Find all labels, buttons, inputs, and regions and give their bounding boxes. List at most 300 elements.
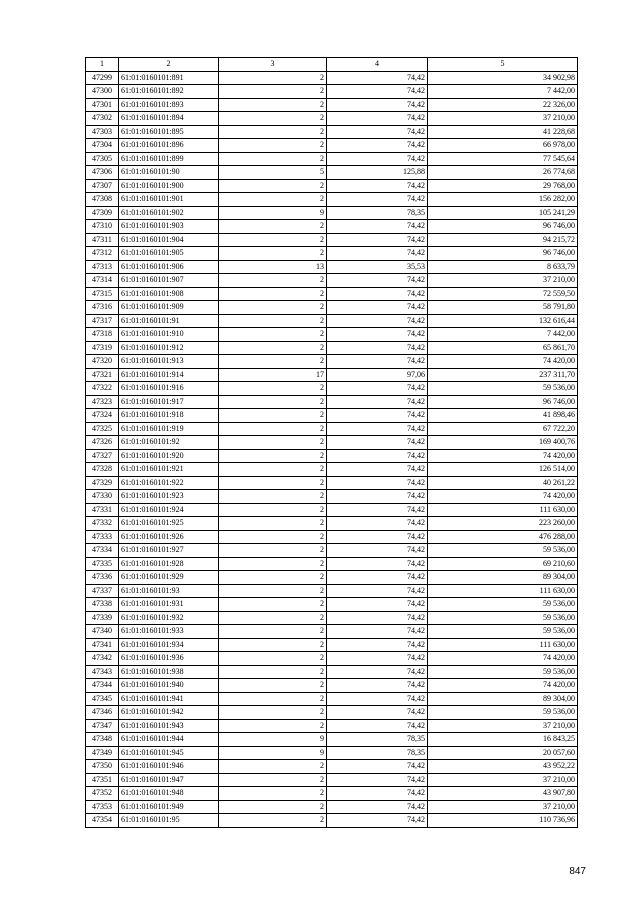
column-4-value: 74,42	[327, 220, 428, 234]
column-3-value: 2	[219, 71, 327, 85]
cadastral-number: 61:01:0160101:910	[119, 328, 219, 342]
column-5-value: 74 420,00	[428, 355, 578, 369]
header-cell-2: 2	[119, 58, 219, 72]
column-4-value: 74,42	[327, 328, 428, 342]
table-row	[86, 247, 578, 261]
row-number: 47345	[86, 692, 119, 706]
table-row	[86, 125, 578, 139]
column-5-value: 37 210,00	[428, 800, 578, 814]
column-4-value: 74,42	[327, 112, 428, 126]
row-number: 47313	[86, 260, 119, 274]
column-5-value: 65 861,70	[428, 341, 578, 355]
column-3-value: 2	[219, 193, 327, 207]
column-4-value: 74,42	[327, 625, 428, 639]
column-5-value: 237 311,70	[428, 368, 578, 382]
cadastral-number: 61:01:0160101:899	[119, 152, 219, 166]
cadastral-number: 61:01:0160101:936	[119, 652, 219, 666]
page-number: 847	[569, 866, 586, 877]
column-5-value: 37 210,00	[428, 719, 578, 733]
column-4-value: 74,42	[327, 773, 428, 787]
column-3-value: 2	[219, 220, 327, 234]
cadastral-number: 61:01:0160101:93	[119, 584, 219, 598]
cadastral-number: 61:01:0160101:920	[119, 449, 219, 463]
cadastral-number: 61:01:0160101:909	[119, 301, 219, 315]
table-row	[86, 368, 578, 382]
column-3-value: 2	[219, 328, 327, 342]
column-3-value: 2	[219, 98, 327, 112]
column-4-value: 74,42	[327, 179, 428, 193]
row-number: 47304	[86, 139, 119, 153]
column-3-value: 2	[219, 571, 327, 585]
column-5-value: 96 746,00	[428, 220, 578, 234]
cadastral-number: 61:01:0160101:907	[119, 274, 219, 288]
column-4-value: 97,06	[327, 368, 428, 382]
table-row	[86, 220, 578, 234]
table-row	[86, 814, 578, 828]
column-5-value: 41 228,68	[428, 125, 578, 139]
column-3-value: 2	[219, 787, 327, 801]
table-row	[86, 274, 578, 288]
column-5-value: 105 241,29	[428, 206, 578, 220]
cadastral-number: 61:01:0160101:940	[119, 679, 219, 693]
row-number: 47331	[86, 503, 119, 517]
column-5-value: 26 774,68	[428, 166, 578, 180]
column-4-value: 74,42	[327, 692, 428, 706]
row-number: 47330	[86, 490, 119, 504]
table-row	[86, 436, 578, 450]
column-4-value: 74,42	[327, 436, 428, 450]
cadastral-number: 61:01:0160101:918	[119, 409, 219, 423]
column-3-value: 2	[219, 301, 327, 315]
row-number: 47314	[86, 274, 119, 288]
cadastral-number: 61:01:0160101:90	[119, 166, 219, 180]
column-3-value: 2	[219, 139, 327, 153]
column-5-value: 111 630,00	[428, 584, 578, 598]
table-row	[86, 98, 578, 112]
row-number: 47329	[86, 476, 119, 490]
column-5-value: 66 978,00	[428, 139, 578, 153]
row-number: 47309	[86, 206, 119, 220]
column-3-value: 13	[219, 260, 327, 274]
row-number: 47323	[86, 395, 119, 409]
row-number: 47327	[86, 449, 119, 463]
column-4-value: 74,42	[327, 247, 428, 261]
column-3-value: 2	[219, 692, 327, 706]
cadastral-number: 61:01:0160101:895	[119, 125, 219, 139]
column-3-value: 2	[219, 341, 327, 355]
cadastral-number: 61:01:0160101:925	[119, 517, 219, 531]
column-3-value: 2	[219, 436, 327, 450]
cadastral-number: 61:01:0160101:914	[119, 368, 219, 382]
cadastral-number: 61:01:0160101:91	[119, 314, 219, 328]
row-number: 47307	[86, 179, 119, 193]
column-3-value: 5	[219, 166, 327, 180]
cadastral-number: 61:01:0160101:903	[119, 220, 219, 234]
column-3-value: 2	[219, 584, 327, 598]
row-number: 47308	[86, 193, 119, 207]
row-number: 47337	[86, 584, 119, 598]
cadastral-number: 61:01:0160101:941	[119, 692, 219, 706]
column-5-value: 7 442,00	[428, 85, 578, 99]
column-5-value: 43 952,22	[428, 760, 578, 774]
table-row	[86, 490, 578, 504]
column-4-value: 74,42	[327, 571, 428, 585]
table-header	[86, 58, 578, 72]
row-number: 47305	[86, 152, 119, 166]
table-row	[86, 206, 578, 220]
table-row	[86, 422, 578, 436]
cadastral-number: 61:01:0160101:928	[119, 557, 219, 571]
column-3-value: 2	[219, 179, 327, 193]
table-row	[86, 260, 578, 274]
table-row	[86, 787, 578, 801]
column-3-value: 9	[219, 746, 327, 760]
column-3-value: 2	[219, 814, 327, 828]
row-number: 47300	[86, 85, 119, 99]
row-number: 47310	[86, 220, 119, 234]
cadastral-number: 61:01:0160101:896	[119, 139, 219, 153]
column-4-value: 78,35	[327, 733, 428, 747]
table-row	[86, 314, 578, 328]
column-5-value: 96 746,00	[428, 247, 578, 261]
column-4-value: 74,42	[327, 152, 428, 166]
column-5-value: 223 260,00	[428, 517, 578, 531]
column-4-value: 74,42	[327, 395, 428, 409]
column-4-value: 74,42	[327, 517, 428, 531]
column-5-value: 16 843,25	[428, 733, 578, 747]
column-5-value: 7 442,00	[428, 328, 578, 342]
row-number: 47332	[86, 517, 119, 531]
table-row	[86, 557, 578, 571]
column-5-value: 59 536,00	[428, 625, 578, 639]
cadastral-number: 61:01:0160101:946	[119, 760, 219, 774]
column-3-value: 2	[219, 490, 327, 504]
cadastral-number: 61:01:0160101:942	[119, 706, 219, 720]
column-3-value: 2	[219, 355, 327, 369]
column-3-value: 2	[219, 638, 327, 652]
cadastral-number: 61:01:0160101:892	[119, 85, 219, 99]
column-3-value: 2	[219, 395, 327, 409]
row-number: 47336	[86, 571, 119, 585]
table-row	[86, 800, 578, 814]
column-3-value: 2	[219, 679, 327, 693]
column-5-value: 40 261,22	[428, 476, 578, 490]
column-3-value: 2	[219, 773, 327, 787]
column-4-value: 74,42	[327, 422, 428, 436]
column-4-value: 74,42	[327, 706, 428, 720]
row-number: 47346	[86, 706, 119, 720]
row-number: 47342	[86, 652, 119, 666]
table-row	[86, 611, 578, 625]
column-5-value: 74 420,00	[428, 490, 578, 504]
table-row	[86, 746, 578, 760]
table-row	[86, 530, 578, 544]
column-3-value: 2	[219, 382, 327, 396]
column-5-value: 59 536,00	[428, 598, 578, 612]
table-row	[86, 760, 578, 774]
row-number: 47322	[86, 382, 119, 396]
cadastral-number: 61:01:0160101:945	[119, 746, 219, 760]
column-5-value: 37 210,00	[428, 773, 578, 787]
column-4-value: 74,42	[327, 233, 428, 247]
table-row	[86, 503, 578, 517]
column-3-value: 2	[219, 503, 327, 517]
row-number: 47334	[86, 544, 119, 558]
column-4-value: 74,42	[327, 139, 428, 153]
cadastral-number: 61:01:0160101:947	[119, 773, 219, 787]
column-4-value: 74,42	[327, 800, 428, 814]
table-row	[86, 179, 578, 193]
column-3-value: 9	[219, 733, 327, 747]
column-5-value: 72 559,50	[428, 287, 578, 301]
row-number: 47350	[86, 760, 119, 774]
cadastral-number: 61:01:0160101:943	[119, 719, 219, 733]
column-3-value: 2	[219, 625, 327, 639]
table-row	[86, 584, 578, 598]
column-3-value: 2	[219, 152, 327, 166]
cadastral-number: 61:01:0160101:913	[119, 355, 219, 369]
column-3-value: 2	[219, 800, 327, 814]
column-5-value: 59 536,00	[428, 706, 578, 720]
column-5-value: 20 057,60	[428, 746, 578, 760]
row-number: 47352	[86, 787, 119, 801]
cadastral-number: 61:01:0160101:893	[119, 98, 219, 112]
header-cell-5: 5	[428, 58, 578, 72]
column-4-value: 74,42	[327, 719, 428, 733]
row-number: 47351	[86, 773, 119, 787]
column-4-value: 74,42	[327, 544, 428, 558]
row-number: 47324	[86, 409, 119, 423]
column-3-value: 2	[219, 463, 327, 477]
table-row	[86, 341, 578, 355]
column-4-value: 74,42	[327, 382, 428, 396]
column-5-value: 132 616,44	[428, 314, 578, 328]
table-row	[86, 733, 578, 747]
cadastral-number: 61:01:0160101:905	[119, 247, 219, 261]
column-5-value: 126 514,00	[428, 463, 578, 477]
table-row	[86, 328, 578, 342]
column-4-value: 74,42	[327, 85, 428, 99]
column-5-value: 74 420,00	[428, 679, 578, 693]
cadastral-number: 61:01:0160101:932	[119, 611, 219, 625]
column-3-value: 2	[219, 517, 327, 531]
cadastral-number: 61:01:0160101:95	[119, 814, 219, 828]
column-3-value: 2	[219, 652, 327, 666]
row-number: 47312	[86, 247, 119, 261]
cadastral-number: 61:01:0160101:949	[119, 800, 219, 814]
column-3-value: 2	[219, 112, 327, 126]
table-row	[86, 152, 578, 166]
row-number: 47335	[86, 557, 119, 571]
cadastral-number: 61:01:0160101:906	[119, 260, 219, 274]
table-row	[86, 287, 578, 301]
table-row	[86, 665, 578, 679]
column-4-value: 74,42	[327, 463, 428, 477]
header-cell-4: 4	[327, 58, 428, 72]
cadastral-number: 61:01:0160101:891	[119, 71, 219, 85]
cadastral-number: 61:01:0160101:927	[119, 544, 219, 558]
column-4-value: 74,42	[327, 503, 428, 517]
column-3-value: 2	[219, 85, 327, 99]
cadastral-number: 61:01:0160101:912	[119, 341, 219, 355]
table-row	[86, 719, 578, 733]
column-5-value: 94 215,72	[428, 233, 578, 247]
column-4-value: 74,42	[327, 598, 428, 612]
column-3-value: 2	[219, 233, 327, 247]
column-4-value: 74,42	[327, 314, 428, 328]
column-5-value: 74 420,00	[428, 652, 578, 666]
row-number: 47320	[86, 355, 119, 369]
column-4-value: 74,42	[327, 409, 428, 423]
column-5-value: 169 400,76	[428, 436, 578, 450]
table-row	[86, 85, 578, 99]
cadastral-number: 61:01:0160101:944	[119, 733, 219, 747]
column-4-value: 74,42	[327, 490, 428, 504]
cadastral-number: 61:01:0160101:921	[119, 463, 219, 477]
column-4-value: 74,42	[327, 530, 428, 544]
column-5-value: 89 304,00	[428, 571, 578, 585]
row-number: 47299	[86, 71, 119, 85]
column-3-value: 2	[219, 719, 327, 733]
table-row	[86, 476, 578, 490]
cadastral-number: 61:01:0160101:894	[119, 112, 219, 126]
row-number: 47321	[86, 368, 119, 382]
row-number: 47354	[86, 814, 119, 828]
cadastral-number: 61:01:0160101:900	[119, 179, 219, 193]
row-number: 47306	[86, 166, 119, 180]
row-number: 47317	[86, 314, 119, 328]
table-row	[86, 166, 578, 180]
column-4-value: 74,42	[327, 638, 428, 652]
column-3-value: 2	[219, 544, 327, 558]
column-4-value: 74,42	[327, 679, 428, 693]
column-4-value: 35,53	[327, 260, 428, 274]
column-5-value: 476 288,00	[428, 530, 578, 544]
table-row	[86, 638, 578, 652]
cadastral-number: 61:01:0160101:922	[119, 476, 219, 490]
table-row	[86, 598, 578, 612]
cadastral-number: 61:01:0160101:908	[119, 287, 219, 301]
column-3-value: 2	[219, 598, 327, 612]
row-number: 47348	[86, 733, 119, 747]
row-number: 47340	[86, 625, 119, 639]
column-3-value: 2	[219, 665, 327, 679]
column-4-value: 74,42	[327, 98, 428, 112]
column-3-value: 2	[219, 530, 327, 544]
column-3-value: 2	[219, 476, 327, 490]
column-4-value: 74,42	[327, 814, 428, 828]
table-body	[86, 71, 578, 827]
row-number: 47349	[86, 746, 119, 760]
cadastral-number: 61:01:0160101:929	[119, 571, 219, 585]
column-4-value: 74,42	[327, 301, 428, 315]
column-3-value: 2	[219, 247, 327, 261]
column-4-value: 78,35	[327, 206, 428, 220]
row-number: 47315	[86, 287, 119, 301]
row-number: 47325	[86, 422, 119, 436]
column-5-value: 58 791,80	[428, 301, 578, 315]
column-3-value: 17	[219, 368, 327, 382]
row-number: 47328	[86, 463, 119, 477]
column-4-value: 74,42	[327, 611, 428, 625]
row-number: 47303	[86, 125, 119, 139]
row-number: 47316	[86, 301, 119, 315]
cadastral-number: 61:01:0160101:904	[119, 233, 219, 247]
cadastral-number: 61:01:0160101:917	[119, 395, 219, 409]
column-4-value: 74,42	[327, 760, 428, 774]
row-number: 47318	[86, 328, 119, 342]
table-row	[86, 301, 578, 315]
column-4-value: 74,42	[327, 557, 428, 571]
table-row	[86, 692, 578, 706]
column-3-value: 2	[219, 449, 327, 463]
row-number: 47301	[86, 98, 119, 112]
column-5-value: 67 722,20	[428, 422, 578, 436]
cadastral-number: 61:01:0160101:931	[119, 598, 219, 612]
header-cell-3: 3	[219, 58, 327, 72]
cadastral-number: 61:01:0160101:92	[119, 436, 219, 450]
row-number: 47353	[86, 800, 119, 814]
column-5-value: 111 630,00	[428, 503, 578, 517]
table-row	[86, 71, 578, 85]
column-3-value: 2	[219, 760, 327, 774]
column-4-value: 125,88	[327, 166, 428, 180]
column-5-value: 37 210,00	[428, 274, 578, 288]
table-row	[86, 382, 578, 396]
header-row	[86, 58, 578, 72]
row-number: 47347	[86, 719, 119, 733]
table-row	[86, 679, 578, 693]
table-row	[86, 625, 578, 639]
column-3-value: 2	[219, 287, 327, 301]
column-3-value: 2	[219, 422, 327, 436]
table-row	[86, 193, 578, 207]
column-5-value: 43 907,80	[428, 787, 578, 801]
cadastral-number: 61:01:0160101:901	[119, 193, 219, 207]
table-row	[86, 395, 578, 409]
column-5-value: 41 898,46	[428, 409, 578, 423]
cadastral-number: 61:01:0160101:924	[119, 503, 219, 517]
table-row	[86, 517, 578, 531]
column-4-value: 74,42	[327, 652, 428, 666]
table-row	[86, 409, 578, 423]
table-row	[86, 544, 578, 558]
cadastral-number: 61:01:0160101:933	[119, 625, 219, 639]
column-5-value: 29 768,00	[428, 179, 578, 193]
table-row	[86, 112, 578, 126]
column-3-value: 2	[219, 706, 327, 720]
row-number: 47333	[86, 530, 119, 544]
column-5-value: 37 210,00	[428, 112, 578, 126]
column-5-value: 74 420,00	[428, 449, 578, 463]
table-row	[86, 139, 578, 153]
row-number: 47343	[86, 665, 119, 679]
column-5-value: 59 536,00	[428, 544, 578, 558]
column-5-value: 22 326,00	[428, 98, 578, 112]
row-number: 47339	[86, 611, 119, 625]
column-4-value: 74,42	[327, 355, 428, 369]
row-number: 47302	[86, 112, 119, 126]
column-3-value: 9	[219, 206, 327, 220]
column-3-value: 2	[219, 557, 327, 571]
column-5-value: 34 902,98	[428, 71, 578, 85]
table-row	[86, 706, 578, 720]
row-number: 47344	[86, 679, 119, 693]
row-number: 47326	[86, 436, 119, 450]
cadastral-number: 61:01:0160101:948	[119, 787, 219, 801]
column-4-value: 74,42	[327, 71, 428, 85]
column-5-value: 89 304,00	[428, 692, 578, 706]
